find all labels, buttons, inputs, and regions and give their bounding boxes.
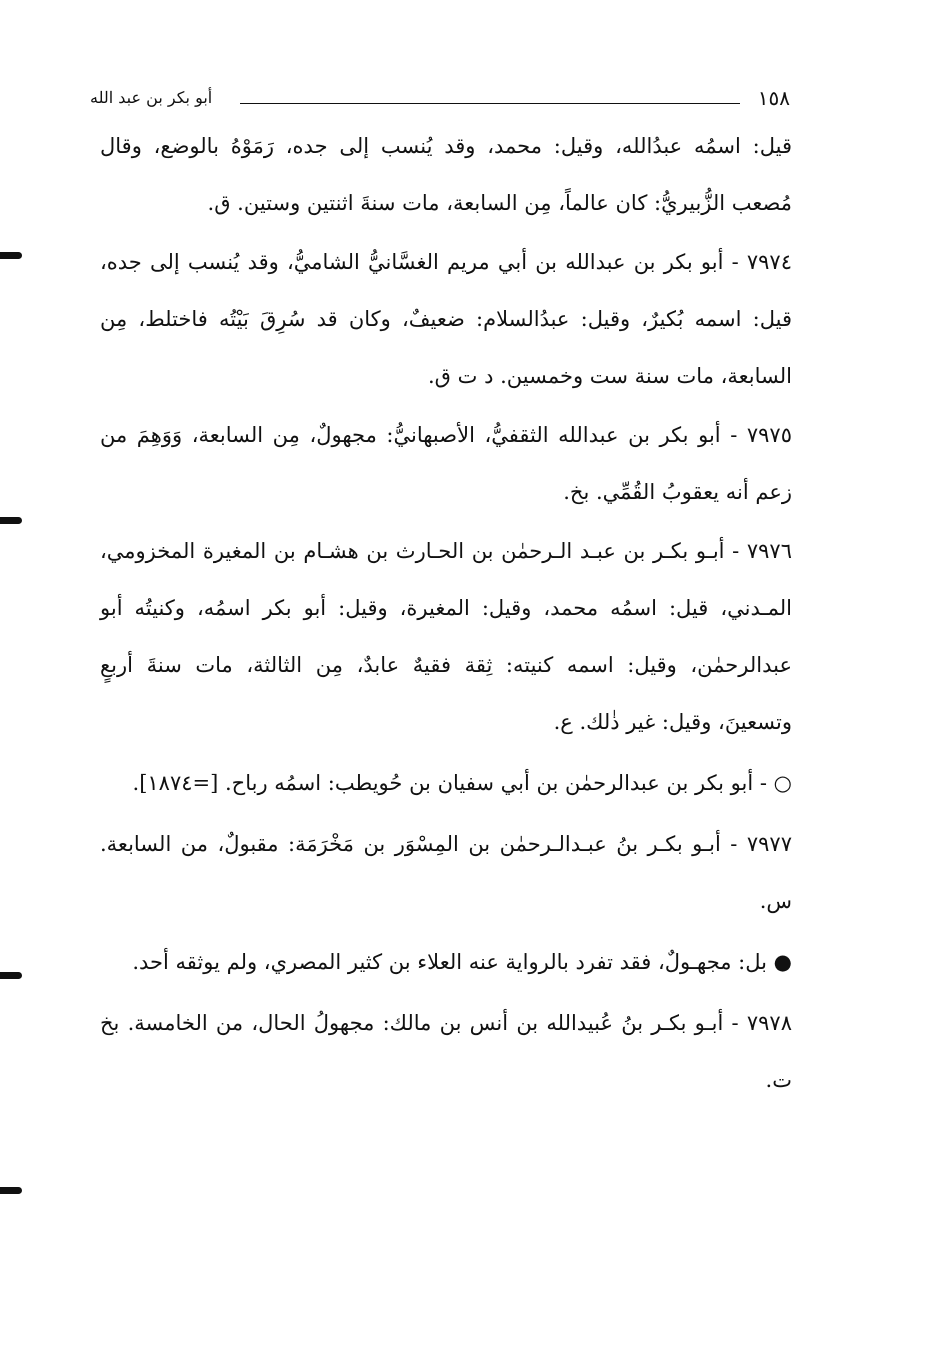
page-number: ١٥٨ [757, 86, 790, 110]
entry-7978: ٧٩٧٨ - أبـو بكـر بنُ عُبيدالله بن أنس بن مالك: مجهولُ الحال، من الخامسة. بخ ت. [100, 1011, 792, 1092]
entry-7975: ٧٩٧٥ - أبو بكر بن عبدالله الثقفيُّ، الأصبهانيُّ: مجهولٌ، مِن السابعة، وَوَهِمَ من زعم أنه يعقوبُ القُمِّي. بخ. [100, 423, 792, 504]
page-body [100, 118, 792, 1109]
entry-7976: ٧٩٧٦ - أبـو بكـر بن عبـد الـرحمٰن بن الحـارث بن هشـام بن المغيرة المخزومي، المـدني، قيل: اسمُه محمد، وقيل: المغيرة، وقيل: أبو بكر اسمُه، وكنيتُه أبو عبدالرحمٰن، وقيل: اسمه كنيته: ثِقة فقيهٌ عابدٌ، مِن الثالثة، مات سنةَ أربعٍ وتسعينَ، وقيل: غير ذٰلك. ع. [100, 539, 792, 734]
binding-mark [0, 1187, 22, 1194]
binding-mark [0, 972, 22, 979]
entry-intro: قيل: اسمُه عبدُالله، وقيل: محمد، وقد يُنسب إلى جده، رَمَوْهُ بالوضع، وقال مُصعب الزُّبيريُّ: كان عالماً، مِن السابعة، مات سنةَ اثنتين وستين. ق. [100, 134, 793, 215]
header-rule [240, 103, 740, 104]
entry-cross-reference: ○ - أبو بكر بن عبدالرحمٰن بن أبي سفيان بن حُويطب: اسمُه رباح. [=١٨٧٤]. [132, 771, 792, 795]
binding-mark [0, 517, 22, 524]
running-header [90, 86, 790, 114]
entry-7977: ٧٩٧٧ - أبـو بكـر بنُ عبـدالـرحمٰن بن المِسْوَر بن مَخْرَمَة: مقبولٌ، من السابعة. س. [100, 832, 792, 913]
running-title: أبو بكر بن عبد الله [90, 88, 213, 107]
entry-7974: ٧٩٧٤ - أبو بكر بن عبدالله بن أبي مريم الغسَّانيُّ الشاميُّ، وقد يُنسب إلى جده، قيل: اسمه بُكيرٌ، وقيل: عبدُالسلام: ضعيفٌ، وكان قد سُرِقَ بَيْتُه فاختلط، مِن السابعة، مات سنة ست وخمسين. د ت ق. [100, 250, 792, 388]
binding-mark [0, 252, 22, 259]
editor-note: ● بل: مجهـولٌ، فقد تفرد بالرواية عنه العلاء بن كثير المصري، ولم يوثقه أحد. [132, 950, 792, 974]
